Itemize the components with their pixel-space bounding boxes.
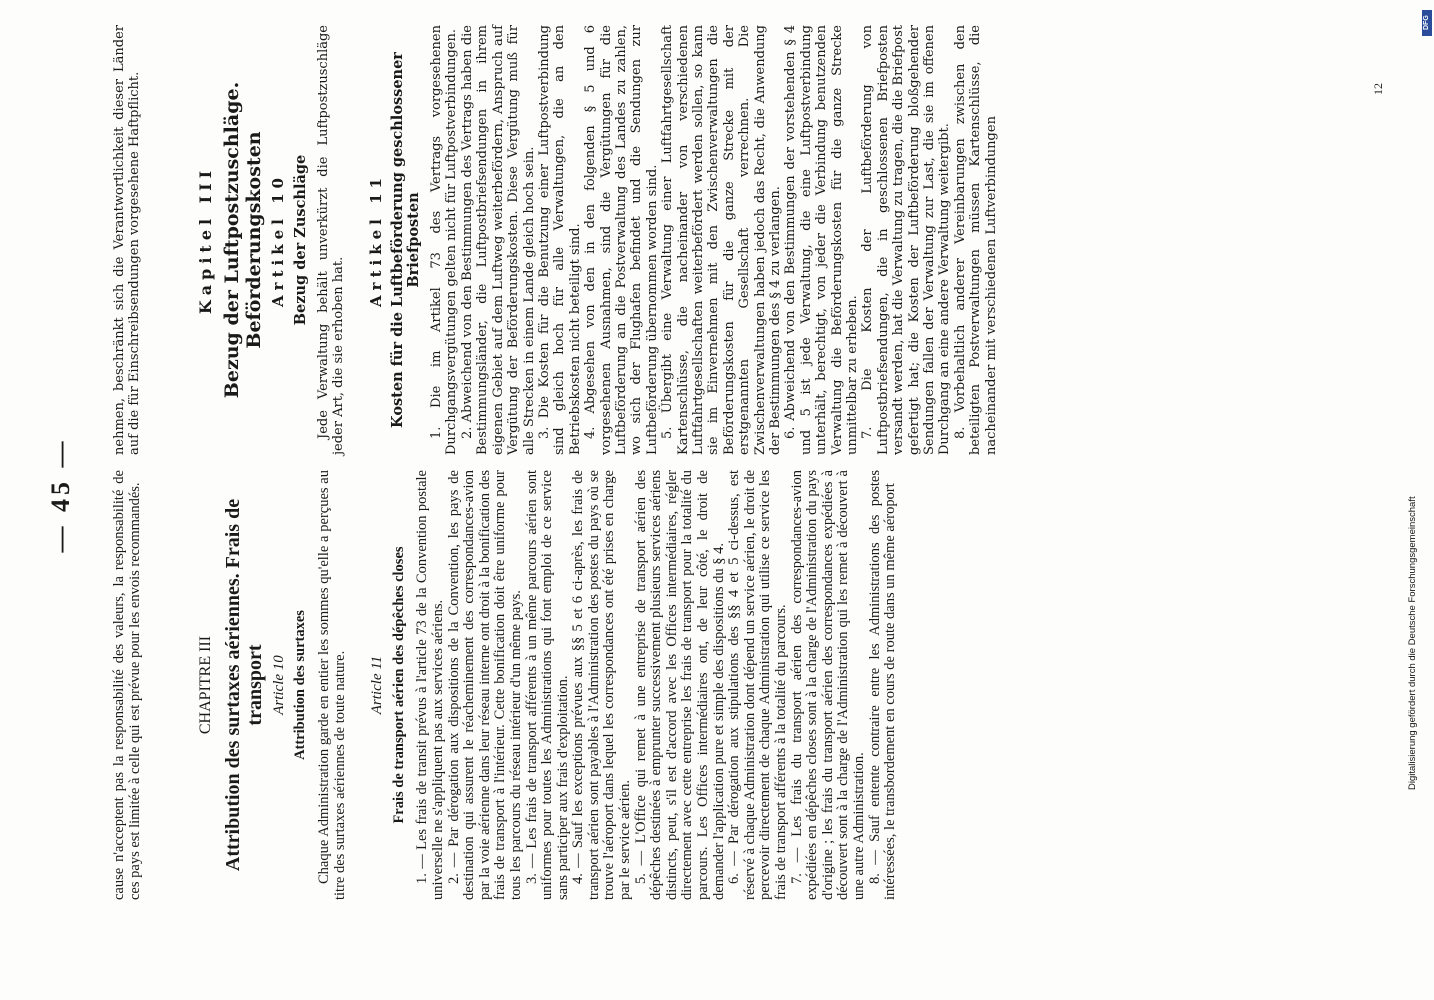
page [24, 5, 1404, 985]
german-paragraph-3: 3. Die Kosten für die Benutzung einer Luftpostverbindung sind gleich hoch für alle Verwaltungen, die an den Betriebskosten nicht beteiligt sind. [536, 25, 583, 455]
german-paragraph-5: 5. Übergibt eine Verwaltung einer Luftfahrtgesellschaft Kartenschlüsse, die nacheinander von verschiedenen Luftfahrtgesellschaften weiterbefördert werden sollen, so kann sie im Einvernehmen mit den Zwischenverwaltungen die Beförderungskosten für die ganze Strecke mit der erstgenannten Gesellschaft verrechnen. Die Zwischenverwaltungen haben jedoch das Recht, die Anwendung der Bestimmungen des § 4 zu verlangen. [660, 25, 783, 455]
french-column [112, 470, 1344, 900]
dfg-watermark-text: Digitalisierung gefördert durch die Deutsche Forschungsgemeinschaft [1407, 496, 1418, 790]
french-article-10-title: Attribution des surtaxes [292, 610, 309, 760]
german-article-10-label: Artikel 10 [269, 173, 288, 307]
french-paragraph-1: 1. — Les frais de transit prévus à l'article 73 de la Convention postale universelle ne s'appliquent pas aux services aériens. [414, 470, 446, 900]
german-paragraph-6: 6. Abweichend von den Bestimmungen der vorstehenden § 4 und 5 ist jede Verwaltung, die eine Luftpostverbindung unterhält, berechtigt, von jeder die Verbindung benutzenden Verwaltung die Beförderungskosten für die ganze Strecke unmittelbar zu erheben. [783, 25, 861, 455]
french-chapter-title: Attribution des surtaxes aériennes. Frais de transport [221, 498, 266, 872]
french-paragraph-8: 8. — Sauf entente contraire entre les Administrations des postes intéressées, le transbordement en cours de route dans un même aéroport [866, 470, 899, 900]
french-paragraph-5: 5. — L'Office qui remet à une entreprise de transport aérien des dépêches destinées à emprunter successivement plusieurs services aériens distincts, peut, s'il est d'accord avec les Offices intermédiaires, régler directement avec cette entreprise les frais de transport pour la totalité du parcours. Les Offices intermédiaires ont, de leur côté, le droit de demander l'application pure et simple des dispositions du § 4. [632, 470, 727, 900]
signature-number: 12 [1371, 83, 1385, 95]
dfg-logo: DFG [1422, 10, 1432, 36]
french-paragraph-7: 7. — Les frais du transport aérien des correspondances-avion expédiées en dépêches closes sont à la charge de l'Administration du pays d'origine ; les frais du transport aérien des correspondances expédiées à découvert sont à la charge de l'Administration qui les remet à découvert à une autre Administration. [788, 470, 867, 900]
german-chapter-label: Kapitel III [195, 165, 215, 315]
german-paragraph-8: 8. Vorbehaltlich anderer Vereinbarungen zwischen den beteiligten Postverwaltungen müssen Kartenschlüsse, die nacheinander mit verschiedenen Luftverbindungen [952, 25, 999, 455]
german-intro: nehmen, beschränkt sich die Verantwortlichkeit dieser Länder auf die für Einschreibsendungen vorgesehene Haftpflicht. [112, 25, 143, 455]
french-intro: cause n'acceptent pas la responsabilité des valeurs, la responsabilité de ces pays est limitée à celle qui est prévue pour les envois recommandés. [111, 470, 143, 900]
french-chapter-label: CHAPITRE III [197, 635, 215, 735]
french-paragraph-6: 6. — Par dérogation aux stipulations des §§ 4 et 5 ci-dessus, est réservé à chaque Administration dont dépend un service aérien, le droit de percevoir directement de chaque Administration qui utilise ce service les frais de transport afférents à la totalité du parcours. [726, 469, 789, 900]
french-article-11-title: Frais de transport aérien des dépêches closes [390, 546, 407, 824]
french-paragraph-2: 2. — Par dérogation aux dispositions de la Convention, les pays de destination qui assurent le réacheminement des correspondances-avion par la voie aérienne dans leur réseau interne ont droit à la bonification des frais de transport à l'intérieur. Cette bonification doit être uniforme pour tous les parcours du réseau intérieur d'un même pays. [445, 470, 524, 900]
french-article-10-text: Chaque Administration garde en entier les sommes qu'elle a perçues au titre des surtaxes aériennes de toute nature. [315, 470, 348, 900]
german-paragraph-2: 2. Abweichend von den Bestimmungen des Vertrags haben die Bestimmungsländer, die Luftpostbriefsendungen in ihrem eigenen Gebiet auf dem Luftweg weiterbefördern, Anspruch auf Vergütung der Beförderungskosten. Diese Vergütung muß für alle Strecken in einem Lande gleich hoch sein. [459, 25, 537, 455]
german-article-11-title: Kosten für die Luftbeförderung geschlossener Briefposten [389, 52, 422, 428]
german-column [112, 25, 1344, 455]
french-paragraph-3: 3. — Les frais de transport afférents à un même parcours aérien sont uniformes pour toutes les Administrations qui font emploi de ce service sans participer aux frais d'exploitation. [523, 470, 571, 900]
german-article-10-text: Jede Verwaltung behält unverkürzt die Luftpostzuschläge jeder Art, die sie erhoben hat. [316, 25, 347, 455]
german-paragraph-7: 7. Die Kosten der Luftbeförderung von Luftpostbriefsendungen, die in geschlossenen Briefposten versandt werden, hat die Verwaltung zu tragen, die die Briefpost gefertigt hat; die Kosten der Luftbeförderung bloßgehender Sendungen fallen der Verwaltung zur Last, die sie im offenen Durchgang an eine andere Verwaltung weitergibt. [860, 25, 953, 455]
german-paragraph-1: 1. Die im Artikel 73 des Vertrags vorgesehenen Durchgangsvergütungen gelten nicht für Luftpostverbindungen. [429, 25, 460, 455]
german-article-10-title: Bezug der Zuschläge [291, 154, 309, 326]
rotated-page-content [24, 5, 1404, 985]
german-chapter-title: Bezug der Luftpostzuschläge. Beförderungskosten [221, 81, 266, 399]
french-article-11-label: Article 11 [369, 655, 386, 715]
page-number-header: — 45 — [46, 437, 75, 553]
french-paragraph-4: 4. — Sauf les exceptions prévues aux §§ 5 et 6 ci-après, les frais de transport aérien sont payables à l'Administration des postes du pays où se trouve l'aéroport dans lequel les correspondances ont été prises en charge par le service aérien. [570, 470, 634, 900]
german-paragraph-4: 4. Abgesehen von den in den folgenden § 5 und 6 vorgesehenen Ausnahmen, sind die Vergütungen für die Luftbeförderung an die Postverwaltung des Landes zu zahlen, wo sich der Flughafen befindet und die Sendungen zur Luftbeförderung übernommen worden sind. [583, 25, 660, 455]
german-article-11-label: Artikel 11 [366, 173, 385, 307]
french-article-10-label: Article 10 [270, 655, 287, 715]
